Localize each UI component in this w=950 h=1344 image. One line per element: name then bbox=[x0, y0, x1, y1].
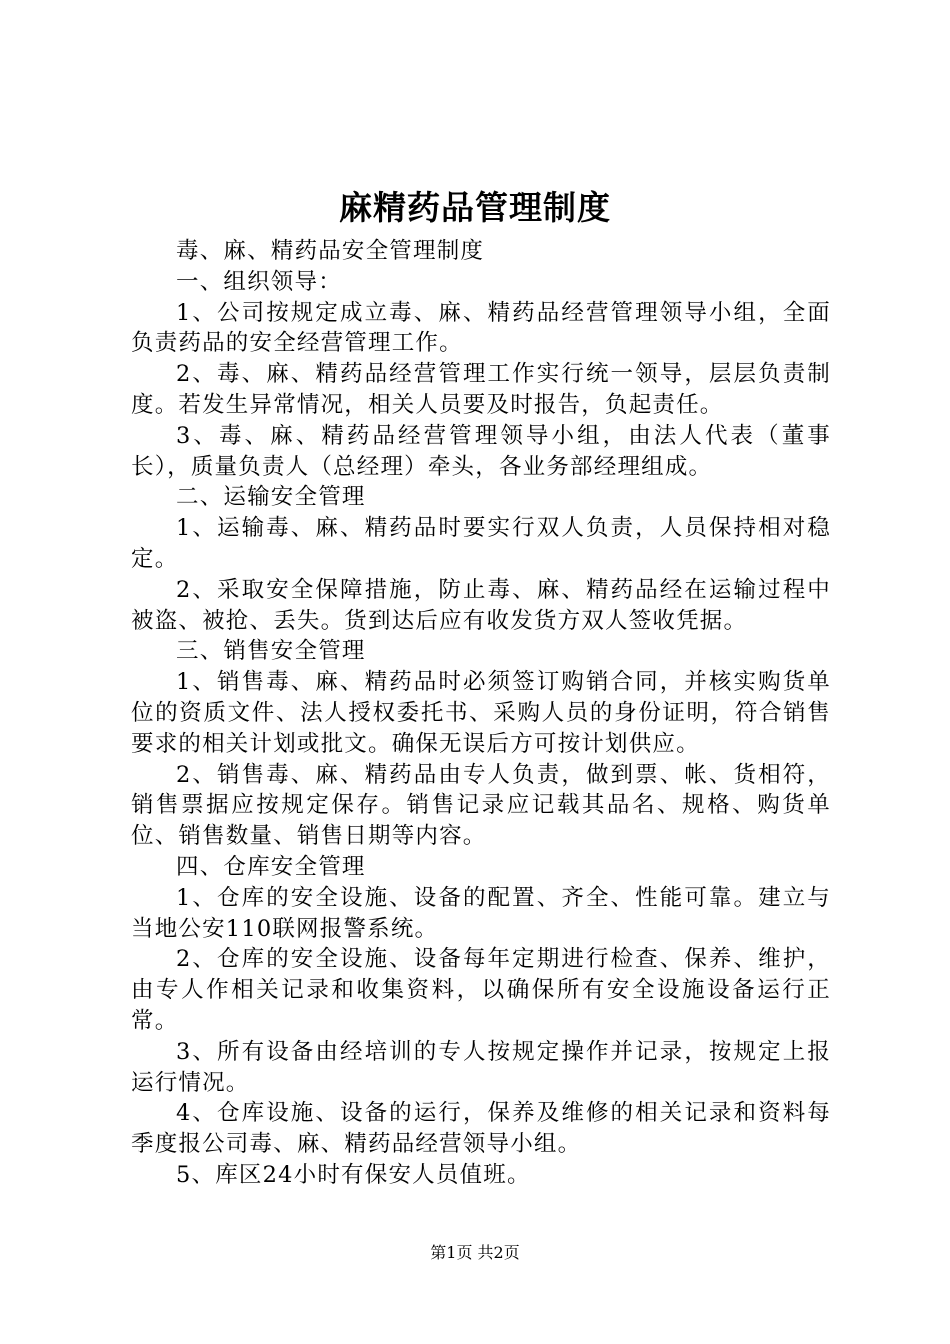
section-heading-transport: 二、运输安全管理 bbox=[176, 484, 366, 511]
paragraph: 1、运输毒、麻、精药品时要实行双人负责，人员保持相对稳定。 bbox=[131, 515, 831, 572]
section-heading-organization: 一、组织领导： bbox=[176, 268, 342, 295]
paragraph-heading-main: 毒、麻、精药品安全管理制度 bbox=[176, 238, 485, 264]
paragraph: 2、仓库的安全设施、设备每年定期进行检查、保养、维护，由专人作相关记录和收集资料，以确保所有安全设施设备运行正常。 bbox=[131, 946, 831, 1034]
paragraph: 3、毒、麻、精药品经营管理领导小组，由法人代表（董事长），质量负责人（总经理）牵头，各业务部经理组成。 bbox=[131, 422, 831, 480]
page-footer: 第1页 共2页 bbox=[430, 1243, 520, 1262]
document-body bbox=[131, 236, 831, 1191]
section-heading-warehouse: 四、仓库安全管理 bbox=[176, 853, 366, 880]
section-heading-sales: 三、销售安全管理 bbox=[176, 638, 366, 665]
paragraph: 2、销售毒、麻、精药品由专人负责，做到票、帐、货相符，销售票据应按规定保存。销售记录应记载其品名、规格、购货单位、销售数量、销售日期等内容。 bbox=[131, 761, 831, 850]
paragraph: 1、仓库的安全设施、设备的配置、齐全、性能可靠。建立与当地公安110联网报警系统。 bbox=[131, 884, 831, 942]
paragraph: 1、销售毒、麻、精药品时必须签订购销合同，并核实购货单位的资质文件、法人授权委托书、采购人员的身份证明，符合销售要求的相关计划或批文。确保无误后方可按计划供应。 bbox=[131, 669, 831, 757]
paragraph: 3、所有设备由经培训的专人按规定操作并记录，按规定上报运行情况。 bbox=[131, 1038, 831, 1096]
paragraph: 5、库区24小时有保安人员值班。 bbox=[176, 1161, 531, 1188]
paragraph: 2、毒、麻、精药品经营管理工作实行统一领导，层层负责制度。若发生异常情况，相关人员要及时报告，负起责任。 bbox=[131, 361, 831, 418]
paragraph: 2、采取安全保障措施，防止毒、麻、精药品经在运输过程中被盗、被抢、丢失。货到达后应有收发货方双人签收凭据。 bbox=[131, 576, 831, 634]
paragraph: 4、仓库设施、设备的运行，保养及维修的相关记录和资料每季度报公司毒、麻、精药品经营领导小组。 bbox=[131, 1100, 831, 1158]
paragraph: 1、公司按规定成立毒、麻、精药品经营管理领导小组，全面负责药品的安全经营管理工作。 bbox=[131, 299, 831, 357]
page-title: 麻精药品管理制度 bbox=[339, 188, 611, 227]
